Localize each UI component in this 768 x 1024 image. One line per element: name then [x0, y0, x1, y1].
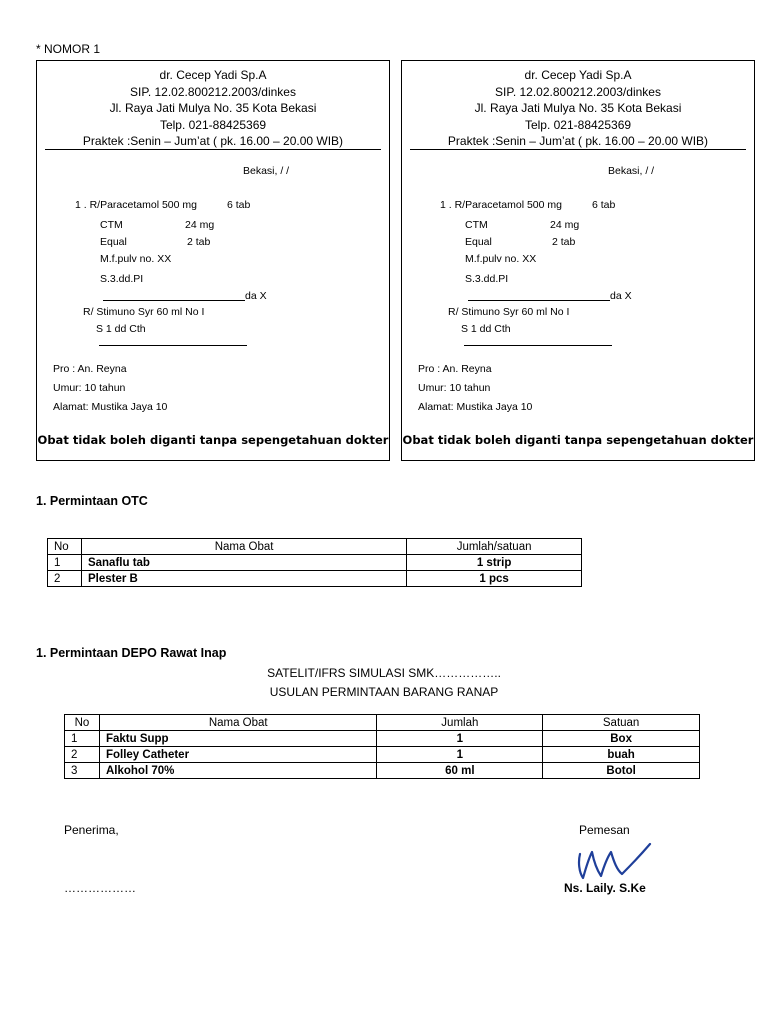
rx-underline-1: [468, 300, 610, 301]
doctor-phone: Telp. 021-88425369: [524, 117, 632, 132]
rx-item-2: R/ Stimuno Syr 60 ml No I: [448, 306, 570, 318]
patient-age: Umur: 10 tahun: [53, 382, 126, 394]
patient-name: Pro : An. Reyna: [53, 363, 127, 375]
doctor-sip: SIP. 12.02.800212.2003/dinkes: [495, 84, 661, 99]
depo-table-header: [65, 715, 700, 731]
practice-hours: Praktek :Senin – Jum’at ( pk. 16.00 – 20.00 WIB): [447, 134, 709, 148]
depo-col-satuan: Satuan: [543, 715, 700, 731]
depo-section-title: 1. Permintaan DEPO Rawat Inap: [36, 646, 227, 660]
rx-signa-2: S 1 dd Cth: [461, 323, 511, 335]
depo-row-satuan: buah: [543, 747, 700, 763]
rx-ctm: CTM: [100, 219, 123, 231]
table-row: [48, 555, 582, 571]
depo-row-nama: Folley Catheter: [99, 747, 377, 763]
rx-item-1: 1 . R/Paracetamol 500 mg: [75, 199, 197, 211]
depo-row-no: 1: [65, 731, 100, 747]
prescription-header: [402, 67, 754, 150]
rx-underline-1: [103, 300, 245, 301]
depo-row-no: 3: [65, 763, 100, 779]
depo-subtitle-2: USULAN PERMINTAAN BARANG RANAP: [269, 685, 499, 699]
rx-equal-qty: 2 tab: [187, 236, 211, 248]
doctor-phone: Telp. 021-88425369: [159, 117, 267, 132]
prescription-warning: Obat tidak boleh diganti tanpa sepengetahuan dokter: [37, 433, 389, 447]
rx-underline-2: [464, 345, 612, 346]
patient-age: Umur: 10 tahun: [418, 382, 491, 394]
table-row: [65, 747, 700, 763]
prescription-card-right: [401, 60, 755, 461]
doctor-name: dr. Cecep Yadi Sp.A: [159, 68, 267, 82]
doctor-name: dr. Cecep Yadi Sp.A: [524, 68, 632, 82]
table-row: [48, 571, 582, 587]
doctor-address: Jl. Raya Jati Mulya No. 35 Kota Bekasi: [474, 101, 682, 115]
otc-row-no: 2: [48, 571, 82, 587]
rx-da-x: da X: [610, 290, 632, 302]
depo-row-jumlah: 60 ml: [377, 763, 543, 779]
rx-ctm-qty: 24 mg: [185, 219, 215, 231]
penerima-label: Penerima,: [64, 823, 119, 837]
penerima-dots: ………………: [64, 881, 136, 895]
prescription-header: [37, 67, 389, 150]
depo-row-satuan: Botol: [543, 763, 700, 779]
otc-table-header: [48, 539, 582, 555]
depo-col-no: No: [65, 715, 100, 731]
rx-equal: Equal: [100, 236, 127, 248]
rx-equal-qty: 2 tab: [552, 236, 576, 248]
signature-scribble: [574, 838, 656, 884]
table-row: [65, 731, 700, 747]
depo-subtitle-1: SATELIT/IFRS SIMULASI SMK……………..: [267, 666, 501, 680]
rx-item-1-qty: 6 tab: [592, 199, 616, 211]
rx-mf: M.f.pulv no. XX: [100, 253, 172, 265]
rx-item-1-qty: 6 tab: [227, 199, 251, 211]
rx-signa-1: S.3.dd.PI: [100, 273, 144, 285]
patient-address: Alamat: Mustika Jaya 10: [53, 401, 168, 413]
date-line: Bekasi, / /: [608, 165, 655, 177]
rx-item-2: R/ Stimuno Syr 60 ml No I: [83, 306, 205, 318]
otc-row-jumlah: 1 pcs: [407, 571, 582, 587]
header-divider: [410, 149, 746, 150]
rx-underline-2: [99, 345, 247, 346]
date-line: Bekasi, / /: [243, 165, 290, 177]
otc-table: [47, 538, 582, 587]
otc-row-jumlah: 1 strip: [407, 555, 582, 571]
otc-row-no: 1: [48, 555, 82, 571]
depo-row-nama: Faktu Supp: [99, 731, 377, 747]
depo-row-satuan: Box: [543, 731, 700, 747]
rx-ctm: CTM: [465, 219, 488, 231]
otc-row-nama: Plester B: [81, 571, 406, 587]
page-heading: * NOMOR 1: [36, 42, 101, 56]
patient-name: Pro : An. Reyna: [418, 363, 492, 375]
rx-item-1: 1 . R/Paracetamol 500 mg: [440, 199, 562, 211]
otc-section-title: 1. Permintaan OTC: [36, 494, 148, 508]
depo-row-nama: Alkohol 70%: [99, 763, 377, 779]
depo-row-no: 2: [65, 747, 100, 763]
rx-signa-2: S 1 dd Cth: [96, 323, 146, 335]
prescription-card-left: [36, 60, 390, 461]
pemesan-name: Ns. Laily. S.Ke: [564, 881, 646, 895]
doctor-sip: SIP. 12.02.800212.2003/dinkes: [130, 84, 296, 99]
depo-table: [64, 714, 700, 779]
depo-col-jumlah: Jumlah: [377, 715, 543, 731]
depo-col-nama: Nama Obat: [99, 715, 377, 731]
rx-da-x: da X: [245, 290, 267, 302]
otc-col-jumlah: Jumlah/satuan: [407, 539, 582, 555]
otc-row-nama: Sanaflu tab: [81, 555, 406, 571]
rx-signa-1: S.3.dd.PI: [465, 273, 509, 285]
patient-address: Alamat: Mustika Jaya 10: [418, 401, 533, 413]
pemesan-label: Pemesan: [579, 823, 630, 837]
otc-col-no: No: [48, 539, 82, 555]
rx-equal: Equal: [465, 236, 492, 248]
rx-ctm-qty: 24 mg: [550, 219, 580, 231]
practice-hours: Praktek :Senin – Jum’at ( pk. 16.00 – 20.00 WIB): [82, 134, 344, 148]
otc-col-nama: Nama Obat: [81, 539, 406, 555]
depo-row-jumlah: 1: [377, 747, 543, 763]
depo-row-jumlah: 1: [377, 731, 543, 747]
rx-mf: M.f.pulv no. XX: [465, 253, 537, 265]
doctor-address: Jl. Raya Jati Mulya No. 35 Kota Bekasi: [109, 101, 317, 115]
table-row: [65, 763, 700, 779]
header-divider: [45, 149, 381, 150]
prescription-warning: Obat tidak boleh diganti tanpa sepengetahuan dokter: [402, 433, 754, 447]
